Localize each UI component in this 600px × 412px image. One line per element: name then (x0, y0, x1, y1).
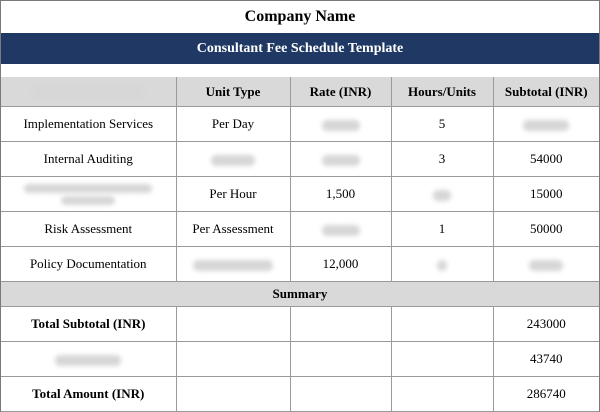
header-unit-type: Unit Type (176, 77, 290, 107)
summary-row (1, 282, 599, 307)
empty-cell (176, 377, 290, 412)
empty-cell (290, 342, 391, 377)
header-rate: Rate (INR) (290, 77, 391, 107)
table-row (1, 107, 599, 142)
empty-cell (176, 342, 290, 377)
cell-service: Policy Documentation (1, 247, 176, 282)
cell-service: Internal Auditing (1, 142, 176, 177)
empty-cell (391, 307, 493, 342)
total-subtotal-row (1, 307, 599, 342)
empty-cell (391, 377, 493, 412)
cell-hours: 1 (391, 212, 493, 247)
company-name: Company Name (244, 8, 356, 25)
cell-subtotal: 50000 (493, 212, 599, 247)
cell-hours: 5 (391, 107, 493, 142)
header-service-description (1, 77, 176, 107)
empty-cell (290, 377, 391, 412)
table-row (1, 247, 599, 282)
cell-rate: 1,500 (290, 177, 391, 212)
total-amount-label: Total Amount (INR) (1, 377, 176, 412)
tax-value: 43740 (493, 342, 599, 377)
total-subtotal-value: 243000 (493, 307, 599, 342)
total-amount-value: 286740 (493, 377, 599, 412)
summary-label: Summary (1, 282, 599, 307)
cell-unit-type: Per Day (176, 107, 290, 142)
cell-rate-redacted (290, 212, 391, 247)
cell-hours-redacted (391, 177, 493, 212)
empty-cell (391, 342, 493, 377)
cell-hours-redacted (391, 247, 493, 282)
cell-subtotal: 54000 (493, 142, 599, 177)
cell-hours: 3 (391, 142, 493, 177)
cell-service: Implementation Services (1, 107, 176, 142)
cell-rate-redacted (290, 142, 391, 177)
empty-cell (176, 307, 290, 342)
cell-unit-type: Per Hour (176, 177, 290, 212)
table-row (1, 142, 599, 177)
cell-service-redacted (1, 177, 176, 212)
header-subtotal: Subtotal (INR) (493, 77, 599, 107)
cell-service: Risk Assessment (1, 212, 176, 247)
template-title-banner: Consultant Fee Schedule Template (1, 33, 599, 64)
cell-subtotal: 15000 (493, 177, 599, 212)
spacer-row (1, 64, 599, 78)
cell-rate-redacted (290, 107, 391, 142)
total-amount-row (1, 377, 599, 412)
header-hours-units: Hours/Units (391, 77, 493, 107)
cell-subtotal-redacted (493, 247, 599, 282)
table-row (1, 177, 599, 212)
cell-rate: 12,000 (290, 247, 391, 282)
empty-cell (290, 307, 391, 342)
header-row (1, 77, 599, 107)
tax-row (1, 342, 599, 377)
total-subtotal-label: Total Subtotal (INR) (1, 307, 176, 342)
cell-unit-type-redacted (176, 142, 290, 177)
cell-unit-type: Per Assessment (176, 212, 290, 247)
table-row (1, 212, 599, 247)
cell-subtotal-redacted (493, 107, 599, 142)
cell-unit-type-redacted (176, 247, 290, 282)
tax-label-redacted (1, 342, 176, 377)
fee-table (1, 77, 599, 412)
